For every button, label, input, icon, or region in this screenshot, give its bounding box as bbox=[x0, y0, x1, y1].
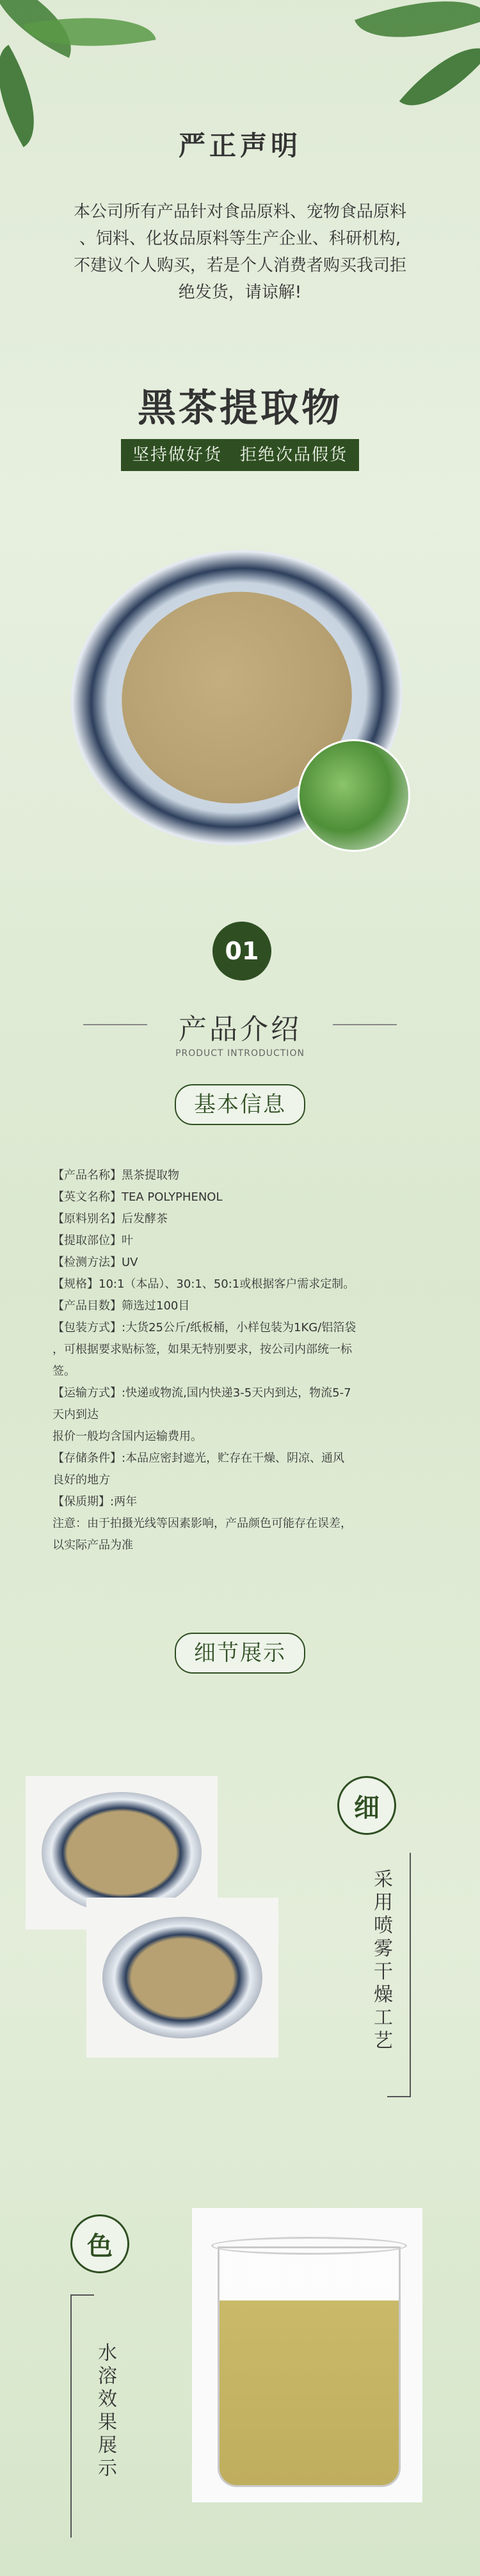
info-line: 【英文名称】TEA POLYPHENOL bbox=[52, 1190, 223, 1204]
notice-line: 、饲料、化妆品原料等生产企业、科研机构, bbox=[79, 229, 401, 248]
detail-hline bbox=[387, 2096, 411, 2097]
notice-line: 本公司所有产品针对食品原料、宠物食品原料 bbox=[73, 202, 406, 221]
color-vline bbox=[70, 2294, 72, 2538]
notice-line: 绝发货，请谅解! bbox=[178, 283, 302, 302]
info-line: 报价一般均含国内运输费用。 bbox=[52, 1430, 202, 1443]
leaf-decoration bbox=[399, 28, 480, 125]
notice-title: 严正声明 bbox=[178, 130, 301, 161]
detail-vline bbox=[410, 1853, 411, 2096]
tea-leaf-image bbox=[298, 739, 410, 852]
basic-info-pill: 基本信息 bbox=[175, 1084, 305, 1125]
info-line: 【检测方法】UV bbox=[52, 1256, 138, 1269]
detail-pill: 细节展示 bbox=[175, 1633, 305, 1674]
section-subtitle: PRODUCT INTRODUCTION bbox=[175, 1048, 305, 1059]
info-line: 良好的地方 bbox=[52, 1473, 110, 1487]
info-line: 【提取部位】叶 bbox=[52, 1234, 133, 1247]
info-line: 注意：由于拍摄光线等因素影响，产品颜色可能存在误差， bbox=[52, 1517, 352, 1530]
detail-caption: 采用喷雾干燥工艺 bbox=[370, 1869, 392, 2053]
section-number-badge: 01 bbox=[212, 922, 271, 980]
info-block bbox=[52, 1165, 436, 1556]
color-caption: 水溶效果展示 bbox=[94, 2342, 116, 2481]
notice-text bbox=[0, 198, 480, 306]
info-line: 【规格】10:1（本品）、30:1、50:1或根据客户需求定制。 bbox=[52, 1277, 355, 1291]
info-line: 天内到达 bbox=[52, 1408, 99, 1421]
product-name: 黑茶提取物 bbox=[138, 386, 342, 431]
product-slogan: 坚持做好货 拒绝次品假货 bbox=[121, 439, 359, 471]
info-line: 以实际产品为准 bbox=[52, 1539, 133, 1552]
info-line: 【产品名称】黑茶提取物 bbox=[52, 1169, 179, 1182]
detail-image-2 bbox=[86, 1898, 278, 2058]
color-mark-badge: 色 bbox=[70, 2214, 129, 2273]
info-line: 【原料别名】后发酵茶 bbox=[52, 1212, 168, 1226]
info-line: 【产品目数】筛选过100目 bbox=[52, 1299, 190, 1313]
info-line: 【运输方式】:快递或物流,国内快递3-5天内到达，物流5-7 bbox=[52, 1386, 351, 1400]
beaker-image bbox=[192, 2208, 422, 2502]
info-line: 【保质期】:两年 bbox=[52, 1495, 138, 1508]
info-line: 签。 bbox=[52, 1364, 76, 1378]
info-line: 【存储条件】:本品应密封遮光，贮存在干燥、阴凉、通风 bbox=[52, 1452, 345, 1465]
color-hline bbox=[70, 2294, 94, 2296]
info-line: ，可根据要求贴标签，如果无特别要求，按公司内部统一标 bbox=[52, 1343, 352, 1356]
notice-line: 不建议个人购买，若是个人消费者购买我司拒 bbox=[73, 256, 406, 275]
detail-mark-badge: 细 bbox=[337, 1776, 396, 1835]
section-title: 产品介绍 bbox=[179, 1013, 301, 1046]
info-line: 【包装方式】:大货25公斤/纸板桶，小样包装为1KG/铝箔袋 bbox=[52, 1321, 356, 1334]
